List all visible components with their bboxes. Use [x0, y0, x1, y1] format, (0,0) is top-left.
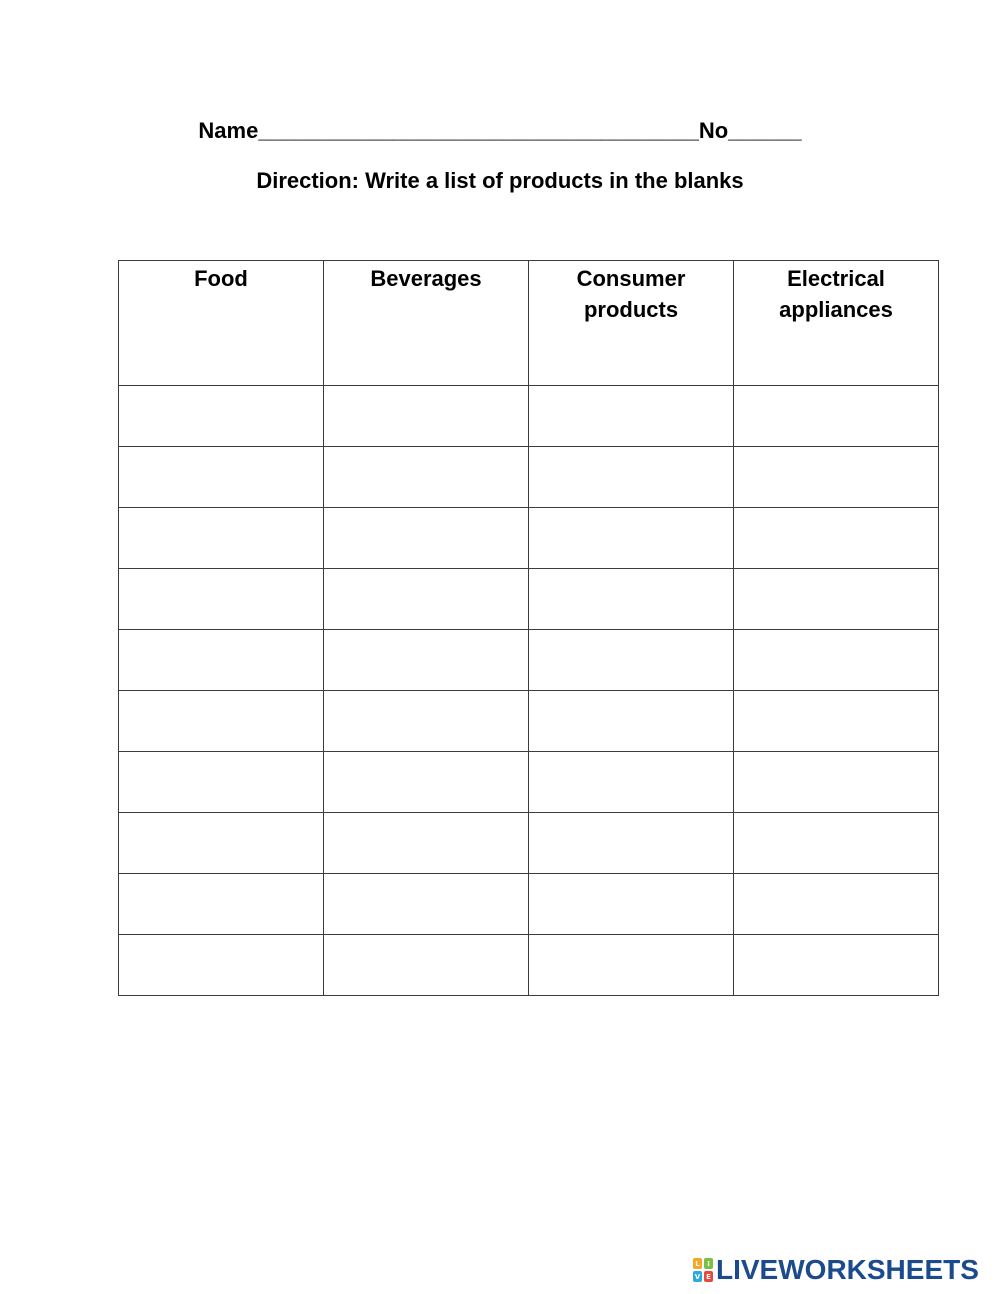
- answer-cell[interactable]: [529, 935, 734, 996]
- answer-cell[interactable]: [324, 752, 529, 813]
- table-row: [119, 691, 939, 752]
- direction-text: Direction: Write a list of products in the blanks: [256, 168, 744, 193]
- answer-cell[interactable]: [529, 691, 734, 752]
- liveworksheets-mark-icon: [693, 1258, 713, 1282]
- answer-cell[interactable]: [119, 813, 324, 874]
- answer-cell[interactable]: [324, 935, 529, 996]
- answer-cell[interactable]: [324, 874, 529, 935]
- answer-cell[interactable]: [324, 386, 529, 447]
- table-row: [119, 569, 939, 630]
- logo-mark-tile: I: [704, 1258, 713, 1269]
- table-row: [119, 508, 939, 569]
- answer-cell[interactable]: [119, 508, 324, 569]
- answer-cell[interactable]: [324, 691, 529, 752]
- answer-cell[interactable]: [324, 630, 529, 691]
- answer-cell[interactable]: [734, 874, 939, 935]
- answer-cell[interactable]: [529, 569, 734, 630]
- answer-cell[interactable]: [734, 569, 939, 630]
- name-and-number-line: Name____________________________________No______: [198, 118, 802, 143]
- column-header-electrical-appliances: Electrical appliances: [734, 261, 939, 386]
- answer-cell[interactable]: [529, 752, 734, 813]
- table-row: [119, 813, 939, 874]
- answer-cell[interactable]: [529, 447, 734, 508]
- answer-cell[interactable]: [119, 752, 324, 813]
- answer-cell[interactable]: [119, 447, 324, 508]
- table-row: [119, 752, 939, 813]
- logo-mark-tile: V: [694, 1272, 701, 1281]
- answer-cell[interactable]: [324, 569, 529, 630]
- answer-cell[interactable]: [119, 691, 324, 752]
- answer-cell[interactable]: [734, 813, 939, 874]
- answer-cell[interactable]: [324, 447, 529, 508]
- column-header-food: Food: [119, 261, 324, 386]
- answer-cell[interactable]: [119, 386, 324, 447]
- table-row: [119, 874, 939, 935]
- table-body: [119, 386, 939, 996]
- answer-cell[interactable]: [324, 508, 529, 569]
- answer-cell[interactable]: [529, 386, 734, 447]
- answer-cell[interactable]: [324, 813, 529, 874]
- answer-cell[interactable]: [734, 752, 939, 813]
- answer-cell[interactable]: [529, 813, 734, 874]
- table-row: [119, 630, 939, 691]
- table-header-row: [119, 261, 939, 386]
- answer-cell[interactable]: [734, 630, 939, 691]
- logo-mark-tile: L: [693, 1258, 702, 1269]
- answer-cell[interactable]: [119, 874, 324, 935]
- column-header-beverages: Beverages: [324, 261, 529, 386]
- answer-cell[interactable]: [119, 569, 324, 630]
- answer-cell[interactable]: [119, 630, 324, 691]
- logo-text: LIVEWORKSHEETS: [716, 1254, 979, 1285]
- answer-cell[interactable]: [734, 447, 939, 508]
- answer-cell[interactable]: [734, 935, 939, 996]
- answer-cell[interactable]: [529, 630, 734, 691]
- answer-cell[interactable]: [734, 691, 939, 752]
- answer-cell[interactable]: [734, 386, 939, 447]
- answer-cell[interactable]: [529, 874, 734, 935]
- table-row: [119, 935, 939, 996]
- answer-cell[interactable]: [734, 508, 939, 569]
- column-header-consumer-products: Consumer products: [529, 261, 734, 386]
- answer-cell[interactable]: [529, 508, 734, 569]
- logo-mark-tile: E: [704, 1271, 713, 1282]
- products-table: [118, 260, 939, 996]
- table-row: [119, 386, 939, 447]
- table-row: [119, 447, 939, 508]
- answer-cell[interactable]: [119, 935, 324, 996]
- liveworksheets-logo: [693, 1256, 979, 1284]
